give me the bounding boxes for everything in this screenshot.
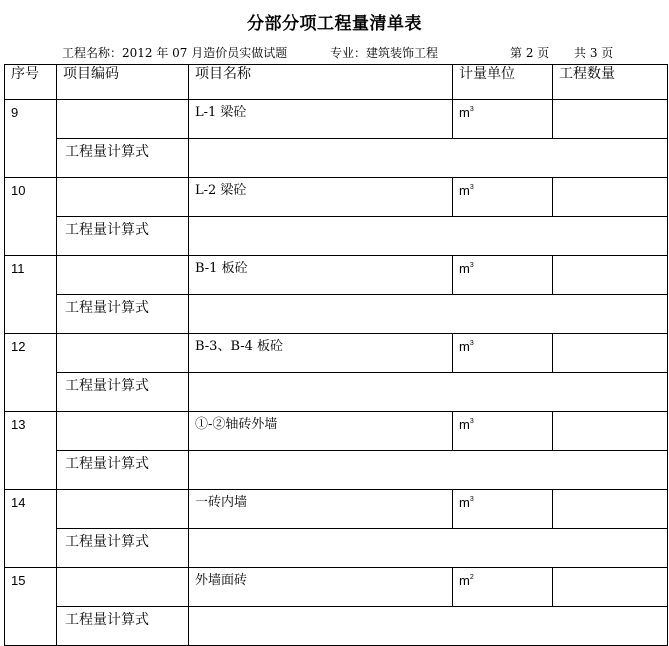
row-unit bbox=[453, 334, 553, 373]
row-name: L-2 梁砼 bbox=[189, 178, 453, 217]
calc-label: 工程量计算式 bbox=[57, 607, 189, 646]
calc-row bbox=[5, 217, 668, 256]
table-row bbox=[5, 100, 668, 139]
row-qty bbox=[553, 490, 668, 529]
row-name: B-3、B-4 板砼 bbox=[189, 334, 453, 373]
unit-exponent: 3 bbox=[469, 184, 474, 191]
row-seq: 13 bbox=[5, 412, 57, 490]
calc-row bbox=[5, 607, 668, 646]
calc-formula-cell bbox=[189, 529, 668, 568]
row-qty bbox=[553, 256, 668, 295]
row-unit bbox=[453, 100, 553, 139]
calc-formula-cell bbox=[189, 295, 668, 334]
unit-exponent: 3 bbox=[469, 106, 474, 113]
unit-base: m bbox=[459, 183, 470, 198]
page-title: 分部分项工程量清单表 bbox=[247, 14, 422, 34]
unit-base: m bbox=[459, 339, 470, 354]
header-seq: 序号 bbox=[5, 65, 57, 100]
row-unit bbox=[453, 568, 553, 607]
row-seq: 9 bbox=[5, 100, 57, 178]
calc-formula-cell bbox=[189, 607, 668, 646]
calc-formula-cell bbox=[189, 217, 668, 256]
row-code bbox=[57, 412, 189, 451]
row-name: ①-②轴砖外墙 bbox=[189, 412, 453, 451]
row-seq: 15 bbox=[5, 568, 57, 646]
row-code bbox=[57, 490, 189, 529]
calc-formula-cell bbox=[189, 373, 668, 412]
unit-exponent: 3 bbox=[469, 418, 474, 425]
major-label: 专业：建筑装饰工程 bbox=[330, 46, 439, 60]
header-unit: 计量单位 bbox=[453, 65, 553, 100]
unit-base: m bbox=[459, 261, 470, 276]
table-row bbox=[5, 412, 668, 451]
header-code: 项目编码 bbox=[57, 65, 189, 100]
unit-exponent: 3 bbox=[469, 262, 474, 269]
calc-row bbox=[5, 295, 668, 334]
calc-row bbox=[5, 139, 668, 178]
unit-base: m bbox=[459, 573, 470, 588]
row-name: L-1 梁砼 bbox=[189, 100, 453, 139]
calc-label: 工程量计算式 bbox=[57, 451, 189, 490]
unit-exponent: 3 bbox=[469, 496, 474, 503]
row-qty bbox=[553, 178, 668, 217]
page-total: 共 3 页 bbox=[574, 46, 614, 60]
row-code bbox=[57, 178, 189, 217]
row-code bbox=[57, 100, 189, 139]
table-row bbox=[5, 568, 668, 607]
row-qty bbox=[553, 334, 668, 373]
row-seq: 12 bbox=[5, 334, 57, 412]
row-code bbox=[57, 568, 189, 607]
row-seq: 14 bbox=[5, 490, 57, 568]
calc-label: 工程量计算式 bbox=[57, 529, 189, 568]
calc-formula-cell bbox=[189, 451, 668, 490]
project-name: 工程名称：2012 年 07 月造价员实做试题 bbox=[62, 46, 288, 60]
calc-label: 工程量计算式 bbox=[57, 139, 189, 178]
row-unit bbox=[453, 490, 553, 529]
unit-exponent: 3 bbox=[469, 340, 474, 347]
quantity-table bbox=[4, 64, 668, 646]
table-row bbox=[5, 334, 668, 373]
calc-label: 工程量计算式 bbox=[57, 373, 189, 412]
unit-exponent: 2 bbox=[469, 574, 474, 581]
table-row bbox=[5, 490, 668, 529]
row-name: 一砖内墙 bbox=[189, 490, 453, 529]
table-header-row bbox=[5, 65, 668, 100]
table-row bbox=[5, 256, 668, 295]
row-seq: 11 bbox=[5, 256, 57, 334]
header-name: 项目名称 bbox=[189, 65, 453, 100]
row-seq: 10 bbox=[5, 178, 57, 256]
row-qty bbox=[553, 100, 668, 139]
row-code bbox=[57, 334, 189, 373]
table-row bbox=[5, 178, 668, 217]
page-number: 第 2 页 bbox=[510, 46, 550, 60]
row-name: B-1 板砼 bbox=[189, 256, 453, 295]
calc-row bbox=[5, 529, 668, 568]
calc-label: 工程量计算式 bbox=[57, 295, 189, 334]
unit-base: m bbox=[459, 495, 470, 510]
calc-row bbox=[5, 373, 668, 412]
row-name: 外墙面砖 bbox=[189, 568, 453, 607]
row-unit bbox=[453, 256, 553, 295]
row-qty bbox=[553, 412, 668, 451]
unit-base: m bbox=[459, 417, 470, 432]
calc-formula-cell bbox=[189, 139, 668, 178]
calc-label: 工程量计算式 bbox=[57, 217, 189, 256]
row-code bbox=[57, 256, 189, 295]
row-unit bbox=[453, 178, 553, 217]
row-unit bbox=[453, 412, 553, 451]
row-qty bbox=[553, 568, 668, 607]
calc-row bbox=[5, 451, 668, 490]
unit-base: m bbox=[459, 105, 470, 120]
header-qty: 工程数量 bbox=[553, 65, 668, 100]
